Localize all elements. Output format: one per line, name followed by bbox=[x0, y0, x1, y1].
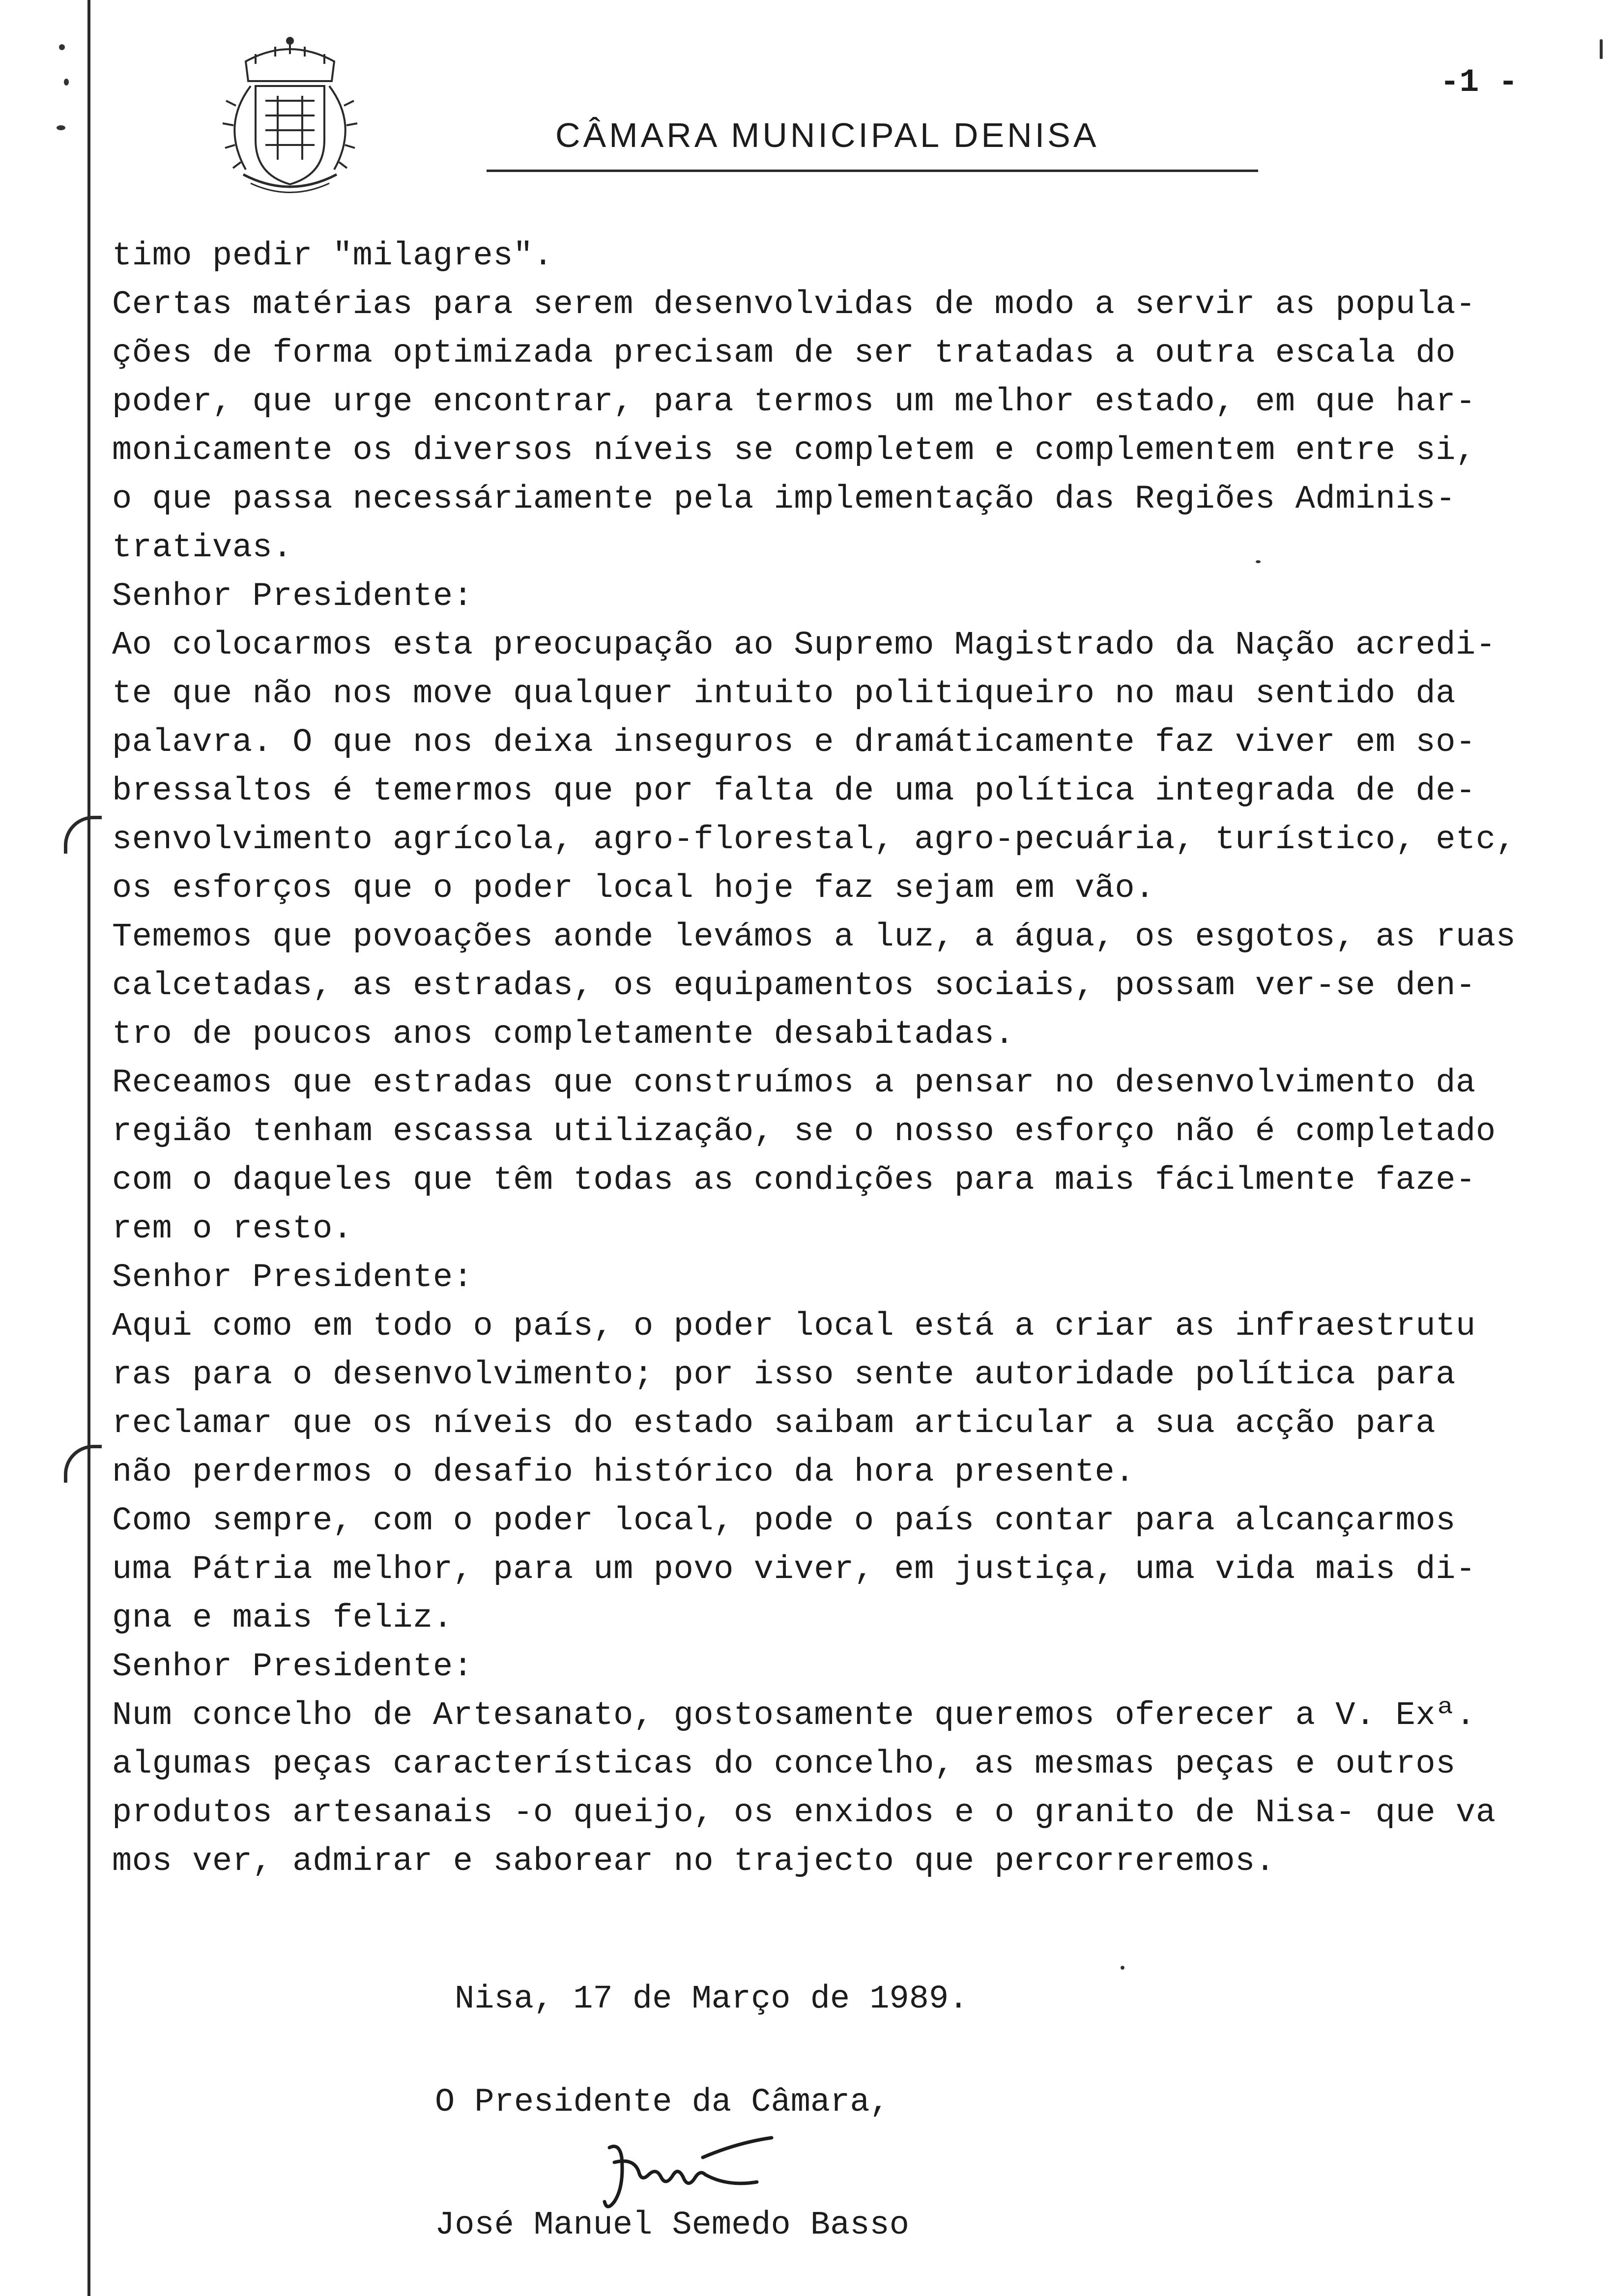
left-margin-rule bbox=[87, 0, 90, 2296]
header-underline bbox=[487, 170, 1258, 172]
body-line: os esforços que o poder local hoje faz sejam em vão. bbox=[112, 870, 1155, 907]
body-line: reclamar que os níveis do estado saibam articular a sua acção para bbox=[112, 1405, 1436, 1442]
salutation-heading: Senhor Presidente: bbox=[112, 1648, 473, 1686]
margin-bracket-mark bbox=[64, 1445, 102, 1483]
page-number: -1 - bbox=[1440, 64, 1518, 101]
body-line: bressaltos é temermos que por falta de uma política integrada de de- bbox=[112, 773, 1476, 810]
body-line: com o daqueles que têm todas as condições para mais fácilmente faze- bbox=[112, 1162, 1476, 1199]
body-line: poder, que urge encontrar, para termos um melhor estado, em que har- bbox=[112, 383, 1476, 421]
salutation-heading: Senhor Presidente: bbox=[112, 1259, 473, 1296]
body-line: produtos artesanais -o queijo, os enxidos e o granito de Nisa- que va bbox=[112, 1794, 1496, 1832]
institution-name: CÂMARA MUNICIPAL DENISA bbox=[555, 116, 1099, 154]
place-and-date: Nisa, 17 de Março de 1989. bbox=[455, 1980, 969, 2018]
body-line: Num concelho de Artesanato, gostosamente queremos oferecer a V. Exª. bbox=[112, 1697, 1476, 1734]
body-line: gna e mais feliz. bbox=[112, 1600, 453, 1637]
body-line: monicamente os diversos níveis se completem e complementem entre si, bbox=[112, 432, 1476, 469]
paper-speck bbox=[57, 125, 65, 130]
body-line: o que passa necessáriamente pela implementação das Regiões Adminis- bbox=[112, 481, 1456, 518]
body-line: timo pedir "milagres". bbox=[112, 237, 553, 275]
body-line: não perdermos o desafio histórico da hora presente. bbox=[112, 1454, 1135, 1491]
body-line: rem o resto. bbox=[112, 1210, 353, 1248]
municipal-seal-icon bbox=[192, 27, 388, 204]
body-line: ções de forma optimizada precisam de ser tratadas a outra escala do bbox=[112, 335, 1456, 372]
signatory-title: O Presidente da Câmara, bbox=[435, 2084, 890, 2121]
body-line: uma Pátria melhor, para um povo viver, em justiça, uma vida mais di- bbox=[112, 1551, 1476, 1588]
body-line: Como sempre, com o poder local, pode o país contar para alcançarmos bbox=[112, 1502, 1456, 1540]
margin-bracket-mark bbox=[64, 816, 102, 854]
paper-speck bbox=[1121, 1966, 1124, 1970]
body-line: palavra. O que nos deixa inseguros e dramáticamente faz viver em so- bbox=[112, 724, 1476, 761]
body-line: Certas matérias para serem desenvolvidas de modo a servir as popula- bbox=[112, 286, 1476, 323]
body-line: Ao colocarmos esta preocupação ao Supremo Magistrado da Nação acredi- bbox=[112, 627, 1496, 664]
body-line: trativas. bbox=[112, 529, 293, 567]
paper-speck bbox=[59, 44, 65, 50]
body-line: mos ver, admirar e saborear no trajecto que percorreremos. bbox=[112, 1843, 1275, 1880]
body-line: Receamos que estradas que construímos a pensar no desenvolvimento da bbox=[112, 1064, 1476, 1102]
body-line: calcetadas, as estradas, os equipamentos sociais, possam ver-se den- bbox=[112, 967, 1476, 1004]
body-line: Tememos que povoações aonde levámos a luz, a água, os esgotos, as ruas bbox=[112, 918, 1516, 956]
body-line: tro de poucos anos completamente desabitadas. bbox=[112, 1016, 1015, 1053]
signatory-name: José Manuel Semedo Basso bbox=[435, 2207, 909, 2244]
body-line: ras para o desenvolvimento; por isso sente autoridade política para bbox=[112, 1356, 1456, 1394]
salutation-heading: Senhor Presidente: bbox=[112, 578, 473, 615]
paper-speck bbox=[64, 79, 69, 86]
body-line: algumas peças características do concelho, as mesmas peças e outros bbox=[112, 1746, 1456, 1783]
body-line: região tenham escassa utilização, se o nosso esforço não é completado bbox=[112, 1113, 1496, 1150]
body-line: senvolvimento agrícola, agro-florestal, agro-pecuária, turístico, etc, bbox=[112, 821, 1516, 859]
paper-speck bbox=[1600, 39, 1603, 59]
letter-body bbox=[112, 232, 1586, 1886]
body-line: te que não nos move qualquer intuito politiqueiro no mau sentido da bbox=[112, 675, 1456, 713]
body-line: Aqui como em todo o país, o poder local está a criar as infraestrutu bbox=[112, 1308, 1476, 1345]
